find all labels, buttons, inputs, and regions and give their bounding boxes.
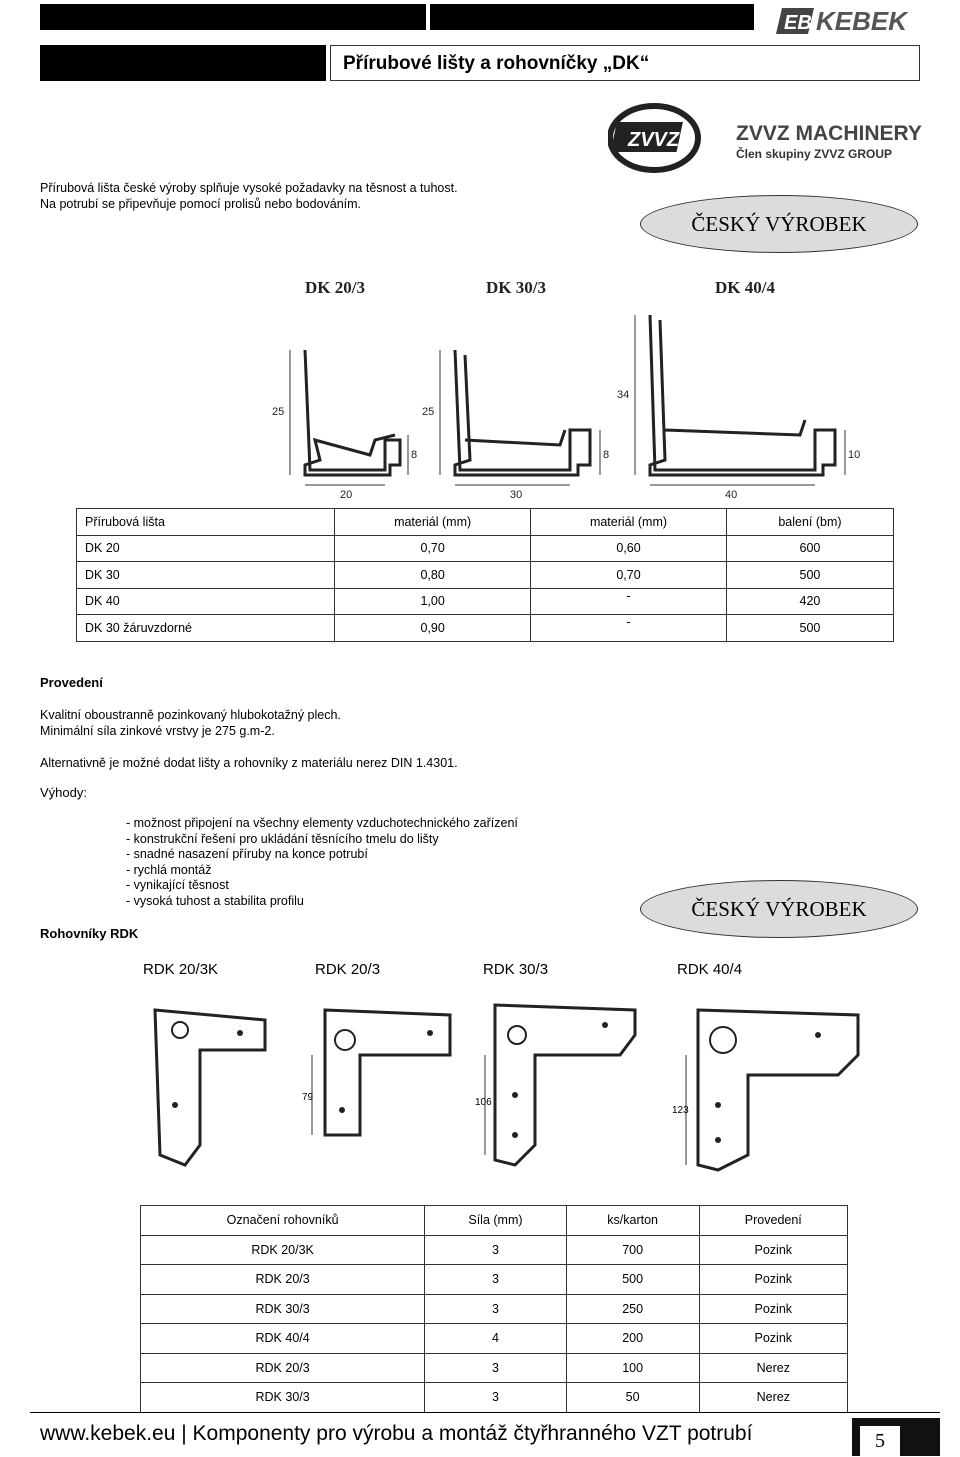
- table-cell: Pozink: [699, 1265, 847, 1295]
- table-cell: 0,80: [335, 562, 531, 589]
- profile-dk20: [305, 350, 400, 475]
- table-header-cell: Síla (mm): [425, 1206, 566, 1236]
- dim-dk20-h: 25: [272, 406, 285, 418]
- zvvz-name: ZVVZ MACHINERY: [736, 122, 922, 145]
- table-header-cell: materiál (mm): [531, 509, 727, 536]
- intro-line-2: Na potrubí se připevňuje pomocí prolisů nebo bodováním.: [40, 197, 362, 211]
- rdk-20-3-drawing: [300, 995, 460, 1175]
- rdk-table: [140, 1205, 848, 1413]
- table-cell: RDK 40/4: [141, 1324, 425, 1354]
- table-row: [141, 1324, 848, 1354]
- provedeni-line-1: Kvalitní oboustranně pozinkovaný hlubokotažný plech.: [40, 708, 341, 722]
- table-header-cell: Provedení: [699, 1206, 847, 1236]
- vyhody-heading: Výhody:: [40, 785, 87, 800]
- list-item: - rychlá montáž: [126, 862, 212, 877]
- table-cell: 3: [425, 1265, 566, 1295]
- table-cell: 200: [566, 1324, 699, 1354]
- table-header-row: [141, 1206, 848, 1236]
- zvvz-subtitle: Člen skupiny ZVVZ GROUP: [736, 147, 893, 161]
- table-cell: Pozink: [699, 1324, 847, 1354]
- table-cell: -: [531, 615, 727, 642]
- table-cell: 3: [425, 1235, 566, 1265]
- svg-text:EB: EB: [784, 12, 812, 34]
- advantages-list: [126, 816, 518, 910]
- table-header-cell: materiál (mm): [335, 509, 531, 536]
- footer-text: www.kebek.eu | Komponenty pro výrobu a montáž čtyřhranného VZT potrubí: [40, 1422, 753, 1445]
- table-row: [141, 1294, 848, 1324]
- table-header-row: [77, 509, 894, 536]
- rdk-label-20-3: RDK 20/3: [315, 961, 381, 978]
- dim-dk40-s: 10: [848, 449, 861, 461]
- rohovniky-heading: Rohovníky RDK: [40, 926, 139, 941]
- header-bar-left: [40, 4, 426, 30]
- alternative-note: Alternativně je možné dodat lišty a rohovníky z materiálu nerez DIN 1.4301.: [40, 756, 458, 770]
- table-cell: 100: [566, 1353, 699, 1383]
- table-cell: 250: [566, 1294, 699, 1324]
- intro-text: [40, 180, 600, 212]
- table-cell: 3: [425, 1294, 566, 1324]
- list-item: - vynikající těsnost: [126, 878, 229, 893]
- kebek-logo-text: KEBEK: [816, 6, 908, 36]
- dim-rdk-40-4: 123: [672, 1105, 689, 1116]
- profile-dk40: [650, 315, 835, 475]
- table-cell: Pozink: [699, 1294, 847, 1324]
- table-cell: RDK 30/3: [141, 1294, 425, 1324]
- page-number-box: [852, 1418, 940, 1456]
- zvvz-logo: [608, 98, 928, 180]
- profile-dk30: [455, 350, 590, 475]
- table-header-cell: ks/karton: [566, 1206, 699, 1236]
- dim-dk30-h: 25: [422, 406, 435, 418]
- list-item: - možnost připojení na všechny elementy vzduchotechnického zařízení: [126, 816, 518, 830]
- table-cell: DK 20: [77, 535, 335, 562]
- czech-product-badge-2: ČESKÝ VÝROBEK: [640, 880, 918, 938]
- provedeni-line-2: Minimální síla zinkové vrstvy je 275 g.m-2.: [40, 724, 275, 738]
- czech-product-badge: ČESKÝ VÝROBEK: [640, 195, 918, 253]
- table-row: [141, 1353, 848, 1383]
- table-row: [141, 1265, 848, 1295]
- table-cell: Nerez: [699, 1353, 847, 1383]
- table-cell: 4: [425, 1324, 566, 1354]
- table-row: [77, 615, 894, 642]
- profile-drawings: [260, 270, 870, 505]
- kebek-logo: [772, 4, 932, 38]
- dim-rdk-30-3: 106: [475, 1097, 492, 1108]
- table-cell: 0,60: [531, 535, 727, 562]
- table-cell: RDK 20/3: [141, 1353, 425, 1383]
- table-cell: 3: [425, 1383, 566, 1413]
- title-box: [330, 45, 920, 81]
- list-item: - vysoká tuhost a stabilita profilu: [126, 893, 304, 908]
- table-cell: Nerez: [699, 1383, 847, 1413]
- footer-divider: [30, 1412, 940, 1413]
- rdk-label-40-4: RDK 40/4: [677, 961, 743, 978]
- rdk-label-20-3k: RDK 20/3K: [143, 961, 219, 978]
- table-header-cell: Označení rohovníků: [141, 1206, 425, 1236]
- rdk-label-30-3: RDK 30/3: [483, 961, 549, 978]
- dim-dk20-w: 20: [340, 489, 353, 501]
- table-cell: -: [531, 588, 727, 615]
- table-header-cell: Přírubová lišta: [77, 509, 335, 536]
- table-header-cell: balení (bm): [726, 509, 893, 536]
- svg-text:ZVVZ: ZVVZ: [628, 129, 680, 151]
- table-cell: 0,70: [531, 562, 727, 589]
- table-cell: RDK 20/3K: [141, 1235, 425, 1265]
- page-number: 5: [860, 1426, 900, 1456]
- table-cell: 600: [726, 535, 893, 562]
- profile-label-dk20: DK 20/3: [305, 278, 365, 297]
- table-cell: DK 40: [77, 588, 335, 615]
- dim-dk40-w: 40: [725, 489, 738, 501]
- table-cell: 700: [566, 1235, 699, 1265]
- intro-line-1: Přírubová lišta české výroby splňuje vysoké požadavky na těsnost a tuhost.: [40, 181, 458, 195]
- table-cell: DK 30: [77, 562, 335, 589]
- table-row: [77, 535, 894, 562]
- dim-rdk-20-3: 79: [302, 1092, 314, 1103]
- dim-dk30-s: 8: [603, 449, 610, 461]
- dim-dk20-s: 8: [411, 449, 418, 461]
- list-item: - snadné nasazení příruby na konce potrubí: [126, 847, 368, 862]
- list-item: - konstrukční řešení pro ukládání těsnícího tmelu do lišty: [126, 831, 439, 846]
- rdk-30-3-drawing: [475, 995, 650, 1175]
- profile-label-dk40: DK 40/4: [715, 278, 775, 297]
- table-cell: 500: [726, 615, 893, 642]
- table-row: [77, 562, 894, 589]
- table-cell: RDK 30/3: [141, 1383, 425, 1413]
- table-row: [141, 1235, 848, 1265]
- title-black-block: [40, 45, 326, 81]
- table-cell: 3: [425, 1353, 566, 1383]
- dim-dk30-w: 30: [510, 489, 523, 501]
- profile-label-dk30: DK 30/3: [486, 278, 546, 297]
- table-cell: 500: [726, 562, 893, 589]
- table-cell: RDK 20/3: [141, 1265, 425, 1295]
- table-cell: 1,00: [335, 588, 531, 615]
- table-cell: 0,90: [335, 615, 531, 642]
- table-cell: 500: [566, 1265, 699, 1295]
- table-row: [141, 1383, 848, 1413]
- profile-table: [76, 508, 894, 642]
- header-bar-right: [430, 4, 754, 30]
- table-cell: DK 30 žáruvzdorné: [77, 615, 335, 642]
- table-cell: 50: [566, 1383, 699, 1413]
- provedeni-text: [40, 707, 341, 739]
- table-cell: 0,70: [335, 535, 531, 562]
- dim-dk40-h: 34: [617, 389, 630, 401]
- page-title: Přírubové lišty a rohovníčky „DK“: [343, 53, 650, 74]
- table-cell: 420: [726, 588, 893, 615]
- rdk-40-4-drawing: [668, 995, 868, 1175]
- rdk-20-3k-drawing: [140, 995, 280, 1175]
- table-cell: Pozink: [699, 1235, 847, 1265]
- provedeni-heading: Provedení: [40, 675, 103, 690]
- table-row: [77, 588, 894, 615]
